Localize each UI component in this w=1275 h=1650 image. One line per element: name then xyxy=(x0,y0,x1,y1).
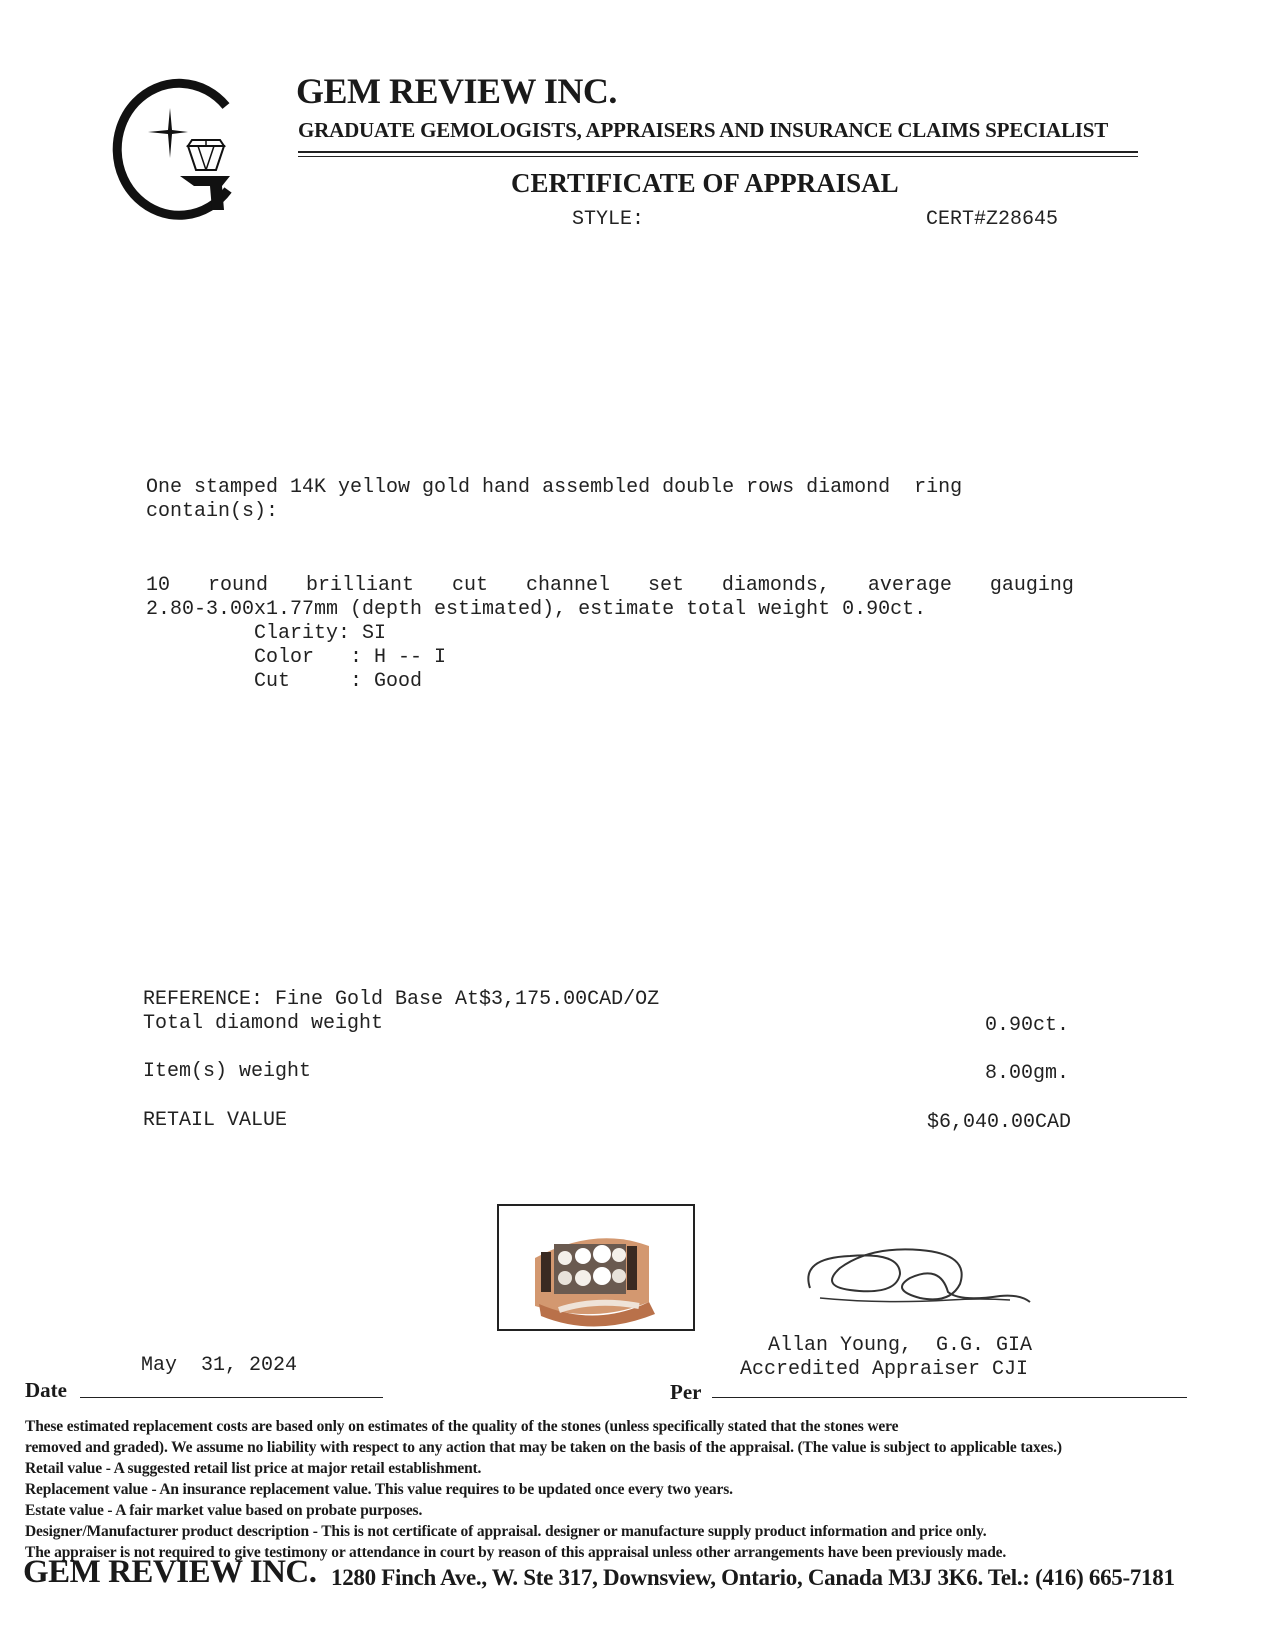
stones-word: 10 xyxy=(146,574,171,597)
ring-photo xyxy=(497,1204,695,1331)
date-label: Date xyxy=(25,1378,67,1402)
header-rule xyxy=(298,151,1138,153)
appraiser-credential: Accredited Appraiser CJI xyxy=(740,1358,1029,1381)
company-name: GEM REVIEW INC. xyxy=(296,71,617,111)
gold-reference: REFERENCE: Fine Gold Base At$3,175.00CAD/OZ xyxy=(143,988,660,1011)
item-weight-label: Item(s) weight xyxy=(143,1060,312,1083)
stones-description xyxy=(146,574,1074,597)
stones-word: gauging xyxy=(989,574,1074,597)
per-signature-line xyxy=(712,1397,1187,1398)
disclaimer-line: Replacement value - An insurance replacement value. This value requires to be updated once every two years. xyxy=(25,1481,733,1498)
item-description: One stamped 14K yellow gold hand assembled double rows diamond ring xyxy=(146,476,963,499)
total-diamond-weight-label: Total diamond weight xyxy=(143,1012,384,1035)
item-weight-value: 8.00gm. xyxy=(984,1062,1069,1085)
stones-word: brilliant xyxy=(305,574,414,597)
cut-grade: Cut : Good xyxy=(254,670,423,693)
footer-address: 1280 Finch Ave., W. Ste 317, Downsview, Ontario, Canada M3J 3K6. Tel.: (416) 665-7181 xyxy=(331,1565,1175,1590)
stones-word: average xyxy=(867,574,952,597)
style-label: STYLE: xyxy=(572,208,645,231)
disclaimer-line: Designer/Manufacturer product description - This is not certificate of appraisal. designer or manufacture supply product information and price only. xyxy=(25,1523,987,1540)
ring-image xyxy=(499,1206,693,1329)
stones-word: cut xyxy=(451,574,488,597)
gem-review-logo-icon xyxy=(108,78,248,228)
stones-word: set xyxy=(647,574,684,597)
clarity-grade: Clarity: SI xyxy=(254,622,387,645)
company-tagline: GRADUATE GEMOLOGISTS, APPRAISERS AND INSURANCE CLAIMS SPECIALIST xyxy=(298,118,1109,142)
item-description-cont: contain(s): xyxy=(146,500,279,523)
stones-word: diamonds, xyxy=(721,574,830,597)
appraisal-date: May 31, 2024 xyxy=(141,1354,298,1377)
certificate-title: CERTIFICATE OF APPRAISAL xyxy=(511,168,899,198)
disclaimer-line: The appraiser is not required to give testimony or attendance in court by reason of this appraisal unless other arrangements have been previously made. xyxy=(25,1544,1007,1561)
color-grade: Color : H -- I xyxy=(254,646,447,669)
retail-value-label: RETAIL VALUE xyxy=(143,1109,288,1132)
disclaimer-line: removed and graded). We assume no liability with respect to any action that may be taken on the basis of the appraisal. (The value is subject to applicable taxes.) xyxy=(25,1439,1062,1456)
stones-word: channel xyxy=(525,574,610,597)
stones-word: round xyxy=(207,574,268,597)
total-diamond-weight-value: 0.90ct. xyxy=(984,1014,1069,1037)
date-signature-line xyxy=(80,1397,383,1398)
header-rule xyxy=(298,156,1138,157)
retail-value: $6,040.00CAD xyxy=(926,1111,1071,1134)
disclaimer-line: Retail value - A suggested retail list price at major retail establishment. xyxy=(25,1460,482,1477)
signature-image xyxy=(800,1238,1040,1318)
disclaimer-line: Estate value - A fair market value based on probate purposes. xyxy=(25,1502,423,1519)
per-label: Per xyxy=(670,1380,702,1404)
appraiser-name: Allan Young, G.G. GIA xyxy=(768,1334,1033,1357)
disclaimer-line: These estimated replacement costs are based only on estimates of the quality of the stones (unless specifically stated that the stones were xyxy=(25,1418,899,1435)
stones-description-cont: 2.80-3.00x1.77mm (depth estimated), estimate total weight 0.90ct. xyxy=(146,598,927,621)
cert-number: CERT#Z28645 xyxy=(926,208,1059,231)
footer-company-name: GEM REVIEW INC. xyxy=(23,1554,317,1590)
